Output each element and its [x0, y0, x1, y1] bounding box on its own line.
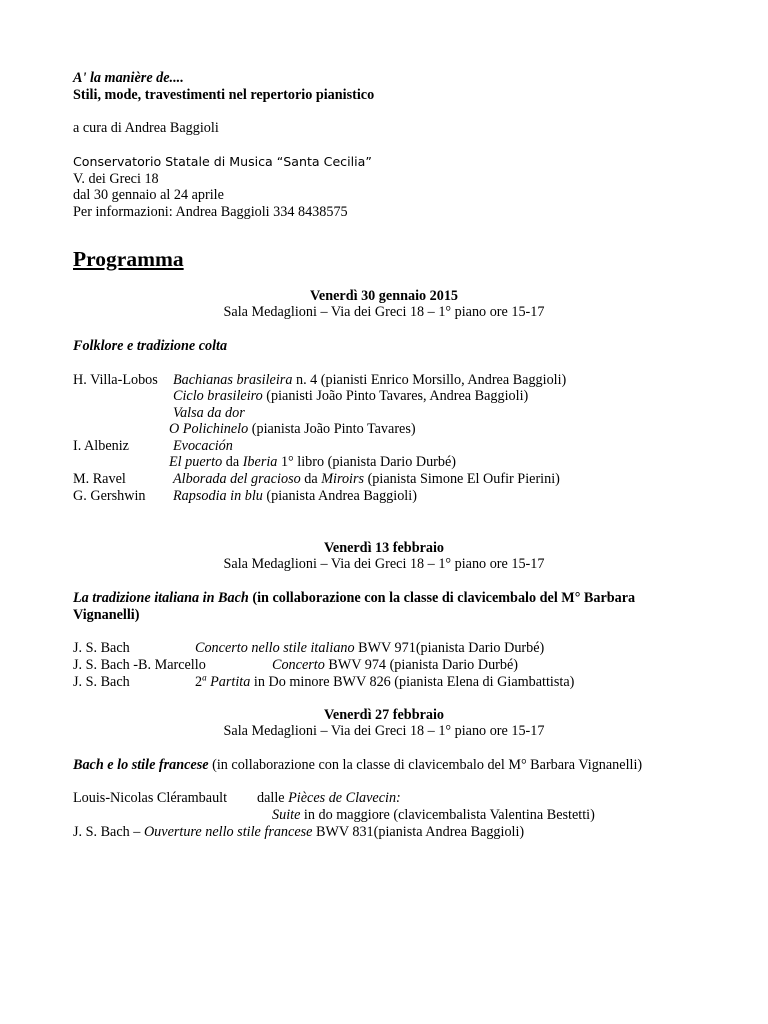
info-line: Per informazioni: Andrea Baggioli 334 8438575 — [73, 204, 348, 220]
work-title: Ciclo brasileiro — [173, 388, 263, 404]
work-details: (pianista Andrea Baggioli) — [262, 488, 417, 504]
program-row — [73, 372, 158, 389]
program-row-work — [272, 807, 595, 824]
composer: J. S. Bach — [73, 640, 130, 656]
composer: I. Albeniz — [73, 438, 129, 454]
program-row — [73, 824, 524, 841]
work-prefix: dalle — [257, 790, 289, 806]
program-row-work — [195, 674, 574, 691]
program-row — [73, 674, 130, 691]
work-title: Evocación — [173, 438, 233, 454]
work-details: BWV 974 (pianista Dario Durbé) — [324, 657, 519, 673]
program-row — [73, 488, 146, 505]
program-row-work — [173, 438, 233, 455]
doc-title: A' la manière de.... — [73, 70, 184, 86]
event-date: Venerdì 13 febbraio — [323, 540, 445, 556]
work-connector: da — [300, 471, 322, 487]
work-title: Concerto — [272, 657, 325, 673]
address-line: V. dei Greci 18 — [73, 171, 159, 187]
work-title: Partita — [210, 674, 251, 690]
program-row-work — [169, 454, 456, 471]
composer: J. S. Bach — [73, 674, 130, 690]
work-details: n. 4 (pianisti Enrico Morsillo, Andrea Baggioli) — [292, 372, 567, 388]
ordinal-suffix: a — [202, 672, 207, 683]
program-row-work — [195, 640, 544, 657]
work-title: El puerto — [169, 454, 223, 470]
composer: J. S. Bach -B. Marcello — [73, 657, 206, 673]
work-collection: Miroirs — [321, 471, 365, 487]
work-details: in do maggiore (clavicembalista Valentina Bestetti) — [300, 807, 595, 823]
program-row — [73, 640, 130, 657]
work-title: Suite — [272, 807, 301, 823]
doc-subtitle: Stili, mode, travestimenti nel repertorio pianistico — [73, 87, 375, 103]
program-row — [73, 790, 227, 807]
event-location: Sala Medaglioni – Via dei Greci 18 – 1° piano ore 15-17 — [223, 304, 545, 320]
work-collection: Iberia — [242, 454, 278, 470]
program-row-work — [173, 372, 566, 389]
programma-heading: Programma — [73, 247, 184, 271]
theme-title: La tradizione italiana in Bach — [73, 590, 249, 606]
program-row-work — [173, 405, 245, 422]
program-row-work — [173, 488, 417, 505]
event-location: Sala Medaglioni – Via dei Greci 18 – 1° piano ore 15-17 — [223, 723, 545, 739]
work-details: (pianista João Pinto Tavares) — [248, 421, 416, 437]
dates-line: dal 30 gennaio al 24 aprile — [73, 187, 224, 203]
program-row — [73, 471, 126, 488]
event-theme — [73, 757, 703, 774]
work-details: BWV 971(pianista Dario Durbé) — [354, 640, 545, 656]
composer: J. S. Bach – — [73, 824, 144, 840]
curator-line: a cura di Andrea Baggioli — [73, 120, 219, 136]
work-connector: da — [222, 454, 243, 470]
program-row-work — [173, 388, 528, 405]
program-row — [73, 657, 206, 674]
composer: H. Villa-Lobos — [73, 372, 158, 388]
work-details: in Do minore BWV 826 (pianista Elena di Giambattista) — [250, 674, 575, 690]
event-date: Venerdì 30 gennaio 2015 — [309, 288, 459, 304]
composer: G. Gershwin — [73, 488, 146, 504]
work-title: O Polichinelo — [169, 421, 249, 437]
work-details: (pianista Simone El Oufir Pierini) — [364, 471, 560, 487]
theme-title: Bach e lo stile francese — [73, 757, 209, 773]
work-title: Concerto nello stile italiano — [195, 640, 355, 656]
program-row-work — [173, 471, 560, 488]
venue-line: Conservatorio Statale di Musica “Santa Cecilia” — [73, 154, 372, 169]
event-location: Sala Medaglioni – Via dei Greci 18 – 1° piano ore 15-17 — [223, 556, 545, 572]
event-theme — [73, 590, 703, 623]
work-title: Ouverture nello stile francese — [143, 824, 313, 840]
program-row-work — [257, 790, 401, 807]
work-details: 1° libro (pianista Dario Durbé) — [277, 454, 457, 470]
event-theme: Folklore e tradizione colta — [73, 338, 228, 354]
partita-number: 2 — [195, 674, 203, 690]
composer: M. Ravel — [73, 471, 126, 487]
program-row-work — [169, 421, 416, 438]
composer: Louis-Nicolas Clérambault — [73, 790, 228, 806]
theme-note: (in collaborazione con la classe di clavicembalo del M° Barbara Vignanelli) — [73, 590, 636, 623]
work-title: Alborada del gracioso — [173, 471, 301, 487]
work-title: Rapsodia in blu — [173, 488, 263, 504]
theme-note: (in collaborazione con la classe di clavicembalo del M° Barbara Vignanelli) — [208, 757, 643, 773]
work-title: Bachianas brasileira — [173, 372, 293, 388]
program-row — [73, 438, 129, 455]
program-row-work — [272, 657, 518, 674]
event-date: Venerdì 27 febbraio — [323, 707, 445, 723]
work-title: Valsa da dor — [173, 405, 245, 421]
work-details: BWV 831(pianista Andrea Baggioli) — [312, 824, 525, 840]
work-details: (pianisti João Pinto Tavares, Andrea Baggioli) — [262, 388, 529, 404]
work-title: Pièces de Clavecin: — [288, 790, 401, 806]
